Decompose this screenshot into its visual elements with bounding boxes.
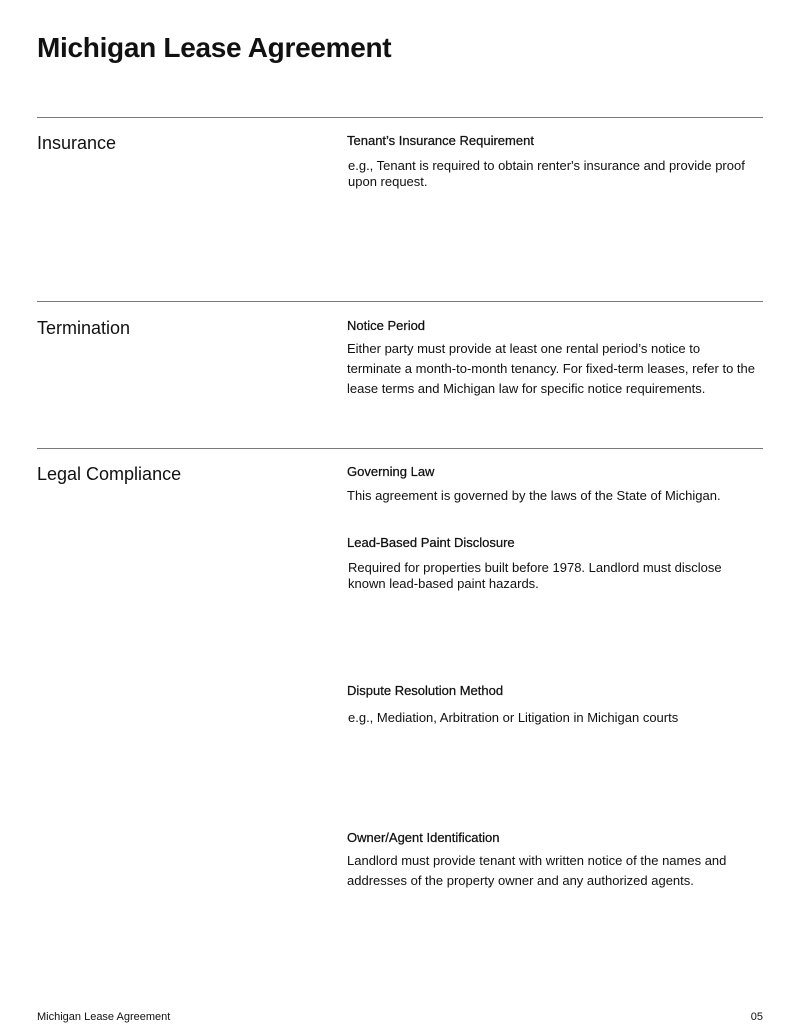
governing-law-label: Governing Law <box>347 464 435 479</box>
owner-agent-identification-label: Owner/Agent Identification <box>347 830 500 845</box>
section-label-termination: Termination <box>37 318 131 338</box>
lead-paint-disclosure-value: Required for properties built before 1978. Landlord must disclose known lead-based paint hazards. <box>348 560 722 591</box>
section-divider-termination <box>37 301 763 302</box>
tenant-insurance-requirement-value: e.g., Tenant is required to obtain renter's insurance and provide proof upon request. <box>348 158 745 189</box>
page-title: Michigan Lease Agreement <box>37 32 392 63</box>
footer-page-number: 05 <box>750 1011 763 1023</box>
dispute-resolution-method-value: e.g., Mediation, Arbitration or Litigation in Michigan courts <box>348 710 679 725</box>
footer-document-name: Michigan Lease Agreement <box>37 1011 171 1023</box>
lead-paint-disclosure-label: Lead-Based Paint Disclosure <box>347 535 515 550</box>
section-label-insurance: Insurance <box>37 133 117 153</box>
notice-period-label: Notice Period <box>347 318 426 333</box>
owner-agent-identification-value: Landlord must provide tenant with written notice of the names and addresses of the property owner and any authorized agents. <box>347 853 727 888</box>
section-divider-insurance <box>37 117 763 118</box>
notice-period-value: Either party must provide at least one rental period’s notice to terminate a month-to-month tenancy. For fixed-term leases, refer to the lease terms and Michigan law for specific notice requirements. <box>347 341 755 396</box>
dispute-resolution-method-label: Dispute Resolution Method <box>347 683 504 698</box>
tenant-insurance-requirement-label: Tenant’s Insurance Requirement <box>347 133 534 148</box>
section-label-legal-compliance: Legal Compliance <box>37 464 182 484</box>
section-divider-legal-compliance <box>37 448 763 449</box>
governing-law-value: This agreement is governed by the laws of the State of Michigan. <box>347 488 721 503</box>
